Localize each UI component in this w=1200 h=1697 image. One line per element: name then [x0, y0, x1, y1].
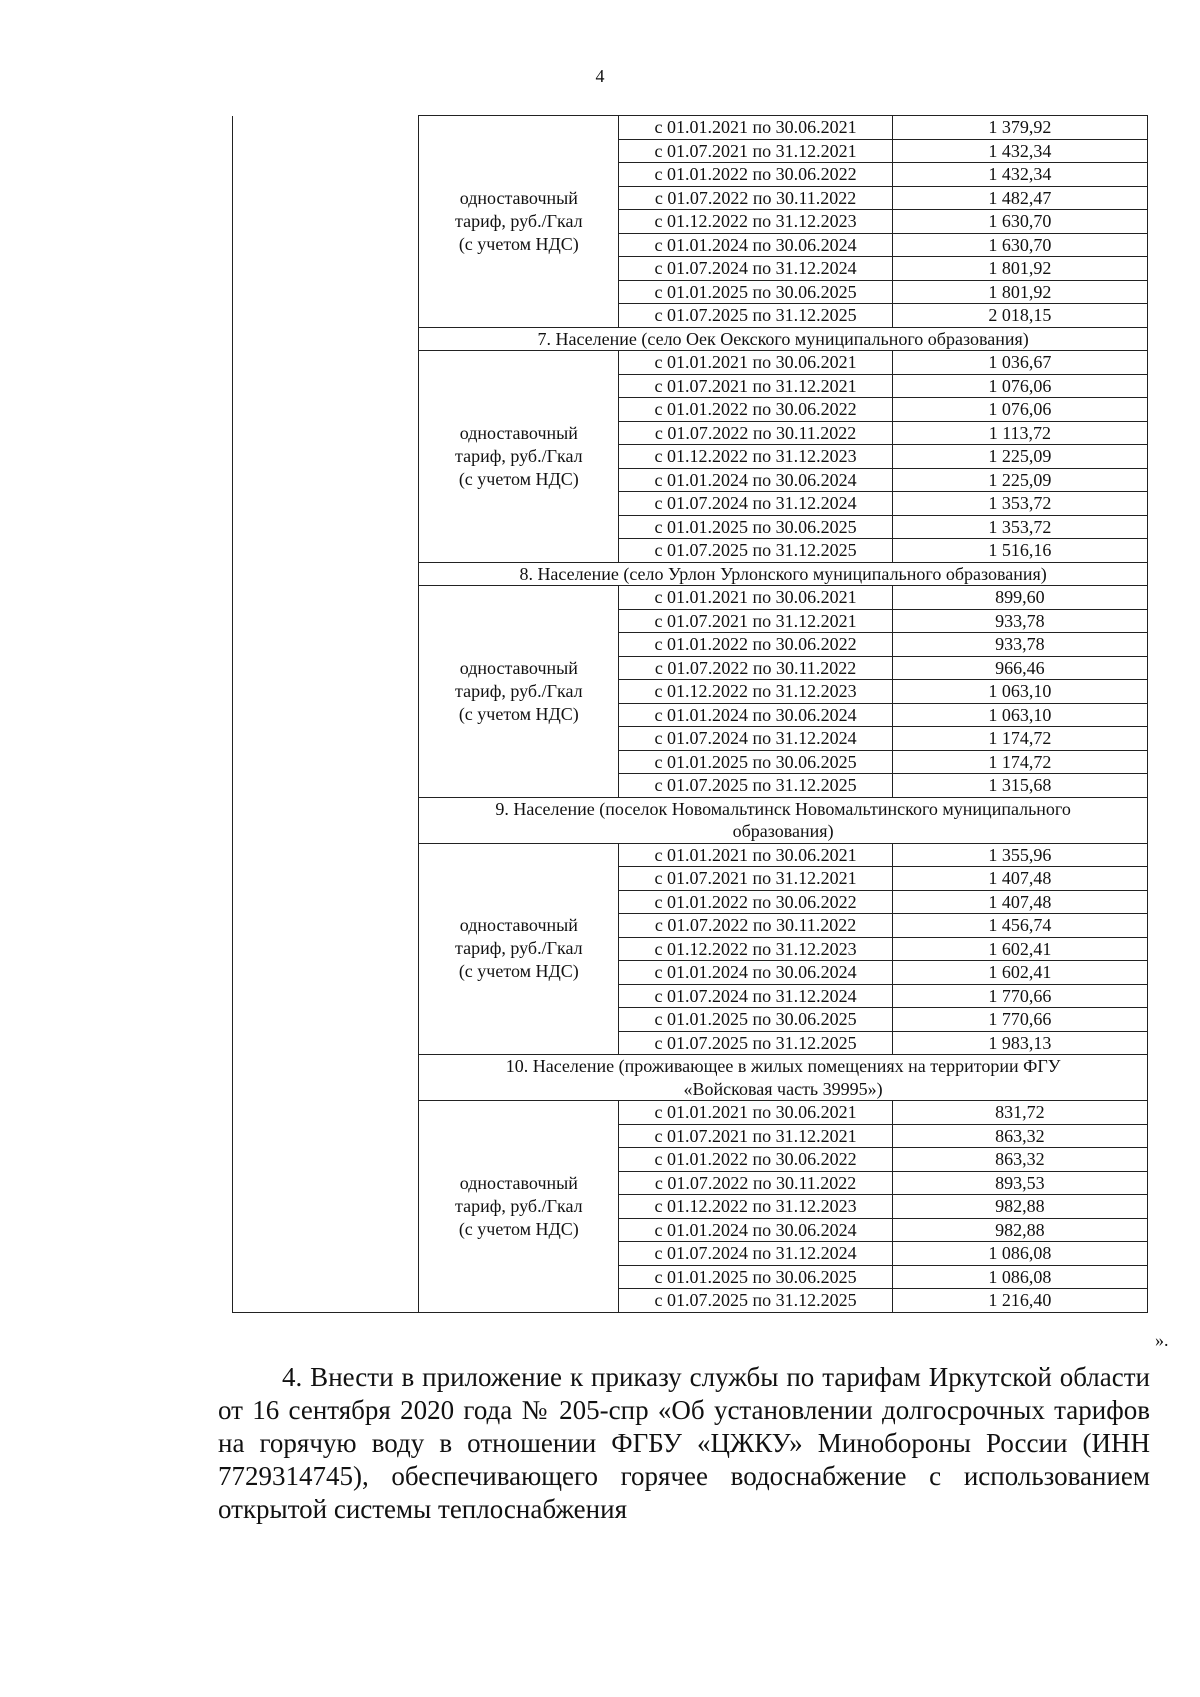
tariff-value-cell: 982,88: [892, 1195, 1147, 1219]
period-cell: с 01.12.2022 по 31.12.2023: [619, 1195, 892, 1219]
period-cell: с 01.07.2024 по 31.12.2024: [619, 492, 892, 516]
tariff-value-cell: 933,78: [892, 633, 1147, 657]
tariff-value-cell: 1 225,09: [892, 445, 1147, 469]
section-title: 7. Население (село Оек Оекского муниципального образования): [419, 327, 1148, 351]
tariff-value-cell: 1 602,41: [892, 937, 1147, 961]
tariff-value-cell: 1 086,08: [892, 1242, 1147, 1266]
tariff-label-line: тариф, руб./Гкал: [455, 1195, 583, 1216]
period-cell: с 01.07.2025 по 31.12.2025: [619, 1031, 892, 1055]
tariff-type-label: [419, 116, 619, 328]
tariff-value-cell: 1 482,47: [892, 186, 1147, 210]
period-cell: с 01.07.2021 по 31.12.2021: [619, 374, 892, 398]
period-cell: с 01.01.2022 по 30.06.2022: [619, 398, 892, 422]
section-title: 10. Население (проживающее в жилых помещениях на территории ФГУ «Войсковая часть 39995»): [419, 1055, 1148, 1101]
period-cell: с 01.01.2024 по 30.06.2024: [619, 1218, 892, 1242]
tariff-type-label: [419, 586, 619, 798]
tariff-label-line: (с учетом НДС): [458, 233, 579, 254]
tariff-value-cell: 1 379,92: [892, 116, 1147, 140]
period-cell: с 01.07.2022 по 30.11.2022: [619, 914, 892, 938]
period-cell: с 01.01.2021 по 30.06.2021: [619, 116, 892, 140]
tariff-value-cell: 1 355,96: [892, 843, 1147, 867]
tariff-label-line: одноставочный: [459, 915, 578, 936]
tariff-value-cell: 1 353,72: [892, 515, 1147, 539]
tariff-table: [232, 115, 1148, 1313]
tariff-value-cell: 966,46: [892, 656, 1147, 680]
tariff-value-cell: 1 407,48: [892, 890, 1147, 914]
tariff-label-line: (с учетом НДС): [458, 1218, 579, 1239]
tariff-value-cell: 1 225,09: [892, 468, 1147, 492]
period-cell: с 01.12.2022 по 31.12.2023: [619, 445, 892, 469]
tariff-label-line: тариф, руб./Гкал: [455, 938, 583, 959]
period-cell: с 01.12.2022 по 31.12.2023: [619, 937, 892, 961]
tariff-label-line: одноставочный: [459, 657, 578, 678]
period-cell: с 01.01.2025 по 30.06.2025: [619, 280, 892, 304]
tariff-value-cell: 863,32: [892, 1124, 1147, 1148]
tariff-value-cell: 1 983,13: [892, 1031, 1147, 1055]
tariff-value-cell: 1 516,16: [892, 539, 1147, 563]
tariff-value-cell: 899,60: [892, 586, 1147, 610]
period-cell: с 01.01.2025 по 30.06.2025: [619, 750, 892, 774]
tariff-type-label: [419, 351, 619, 563]
period-cell: с 01.01.2022 по 30.06.2022: [619, 890, 892, 914]
closing-quote: ».: [1155, 1330, 1169, 1350]
tariff-value-cell: 1 174,72: [892, 727, 1147, 751]
paragraph-text: 4. Внести в приложение к приказу службы по тарифам Иркутской области от 16 сентября 2020 года № 205-спр «Об установлении долгосрочных тарифов на горячую воду в отношении ФГБУ «ЦЖКУ» Минобороны России (ИНН 7729314745), обеспечивающего горячее водоснабжение с использованием открытой системы теплоснабжения: [218, 1362, 1150, 1524]
period-cell: с 01.01.2025 по 30.06.2025: [619, 515, 892, 539]
tariff-value-cell: 1 076,06: [892, 374, 1147, 398]
tariff-value-cell: 1 770,66: [892, 1008, 1147, 1032]
period-cell: с 01.01.2024 по 30.06.2024: [619, 233, 892, 257]
tariff-value-cell: 1 432,34: [892, 163, 1147, 187]
tariff-value-cell: 831,72: [892, 1101, 1147, 1125]
tariff-label-line: одноставочный: [459, 187, 578, 208]
period-cell: с 01.07.2021 по 31.12.2021: [619, 139, 892, 163]
period-cell: с 01.01.2022 по 30.06.2022: [619, 163, 892, 187]
period-cell: с 01.07.2024 по 31.12.2024: [619, 257, 892, 281]
tariff-value-cell: 1 063,10: [892, 703, 1147, 727]
tariff-label-line: одноставочный: [459, 1172, 578, 1193]
period-cell: с 01.07.2025 по 31.12.2025: [619, 1289, 892, 1313]
period-cell: с 01.07.2022 по 30.11.2022: [619, 1171, 892, 1195]
period-cell: с 01.07.2022 по 30.11.2022: [619, 421, 892, 445]
period-cell: с 01.01.2021 по 30.06.2021: [619, 351, 892, 375]
tariff-value-cell: 1 770,66: [892, 984, 1147, 1008]
tariff-value-cell: 1 407,48: [892, 867, 1147, 891]
period-cell: с 01.07.2024 по 31.12.2024: [619, 984, 892, 1008]
period-cell: с 01.07.2022 по 30.11.2022: [619, 186, 892, 210]
period-cell: с 01.07.2021 по 31.12.2021: [619, 1124, 892, 1148]
tariff-value-cell: 893,53: [892, 1171, 1147, 1195]
tariff-type-label: [419, 843, 619, 1055]
period-cell: с 01.01.2021 по 30.06.2021: [619, 1101, 892, 1125]
tariff-value-cell: 1 630,70: [892, 233, 1147, 257]
tariff-value-cell: 1 353,72: [892, 492, 1147, 516]
table-row: [233, 116, 1148, 140]
tariff-value-cell: 1 315,68: [892, 774, 1147, 798]
period-cell: с 01.01.2024 по 30.06.2024: [619, 468, 892, 492]
period-cell: с 01.01.2025 по 30.06.2025: [619, 1008, 892, 1032]
period-cell: с 01.07.2022 по 30.11.2022: [619, 656, 892, 680]
tariff-value-cell: 863,32: [892, 1148, 1147, 1172]
tariff-label-line: тариф, руб./Гкал: [455, 680, 583, 701]
period-cell: с 01.07.2024 по 31.12.2024: [619, 727, 892, 751]
tariff-value-cell: 1 063,10: [892, 680, 1147, 704]
tariff-value-cell: 1 456,74: [892, 914, 1147, 938]
period-cell: с 01.07.2021 по 31.12.2021: [619, 867, 892, 891]
page-number: 4: [595, 66, 605, 86]
period-cell: с 01.07.2025 по 31.12.2025: [619, 774, 892, 798]
tariff-label-line: (с учетом НДС): [458, 703, 579, 724]
period-cell: с 01.07.2021 по 31.12.2021: [619, 609, 892, 633]
section-title: 8. Население (село Урлон Урлонского муниципального образования): [419, 562, 1148, 586]
tariff-value-cell: 1 630,70: [892, 210, 1147, 234]
tariff-label-line: (с учетом НДС): [458, 468, 579, 489]
section-title: 9. Население (поселок Новомальтинск Новомальтинского муниципального образования): [419, 797, 1148, 843]
tariff-label-line: тариф, руб./Гкал: [455, 210, 583, 231]
period-cell: с 01.12.2022 по 31.12.2023: [619, 210, 892, 234]
tariff-value-cell: 1 086,08: [892, 1265, 1147, 1289]
empty-left-column: [233, 116, 419, 1313]
tariff-value-cell: 982,88: [892, 1218, 1147, 1242]
period-cell: с 01.01.2021 по 30.06.2021: [619, 843, 892, 867]
period-cell: с 01.01.2021 по 30.06.2021: [619, 586, 892, 610]
tariff-value-cell: 1 801,92: [892, 257, 1147, 281]
tariff-value-cell: 933,78: [892, 609, 1147, 633]
period-cell: с 01.01.2022 по 30.06.2022: [619, 633, 892, 657]
period-cell: с 01.07.2025 по 31.12.2025: [619, 539, 892, 563]
tariff-value-cell: 1 801,92: [892, 280, 1147, 304]
period-cell: с 01.07.2024 по 31.12.2024: [619, 1242, 892, 1266]
tariff-type-label: [419, 1101, 619, 1313]
period-cell: с 01.01.2025 по 30.06.2025: [619, 1265, 892, 1289]
tariff-value-cell: 1 432,34: [892, 139, 1147, 163]
period-cell: с 01.12.2022 по 31.12.2023: [619, 680, 892, 704]
period-cell: с 01.07.2025 по 31.12.2025: [619, 304, 892, 328]
tariff-value-cell: 1 113,72: [892, 421, 1147, 445]
tariff-value-cell: 1 216,40: [892, 1289, 1147, 1313]
tariff-value-cell: 1 076,06: [892, 398, 1147, 422]
tariff-value-cell: 2 018,15: [892, 304, 1147, 328]
period-cell: с 01.01.2022 по 30.06.2022: [619, 1148, 892, 1172]
period-cell: с 01.01.2024 по 30.06.2024: [619, 703, 892, 727]
period-cell: с 01.01.2024 по 30.06.2024: [619, 961, 892, 985]
tariff-table-body: [233, 116, 1148, 1313]
tariff-label-line: тариф, руб./Гкал: [455, 445, 583, 466]
tariff-label-line: одноставочный: [459, 422, 578, 443]
body-paragraph: [218, 1361, 1150, 1526]
tariff-value-cell: 1 602,41: [892, 961, 1147, 985]
tariff-value-cell: 1 174,72: [892, 750, 1147, 774]
tariff-value-cell: 1 036,67: [892, 351, 1147, 375]
tariff-label-line: (с учетом НДС): [458, 961, 579, 982]
